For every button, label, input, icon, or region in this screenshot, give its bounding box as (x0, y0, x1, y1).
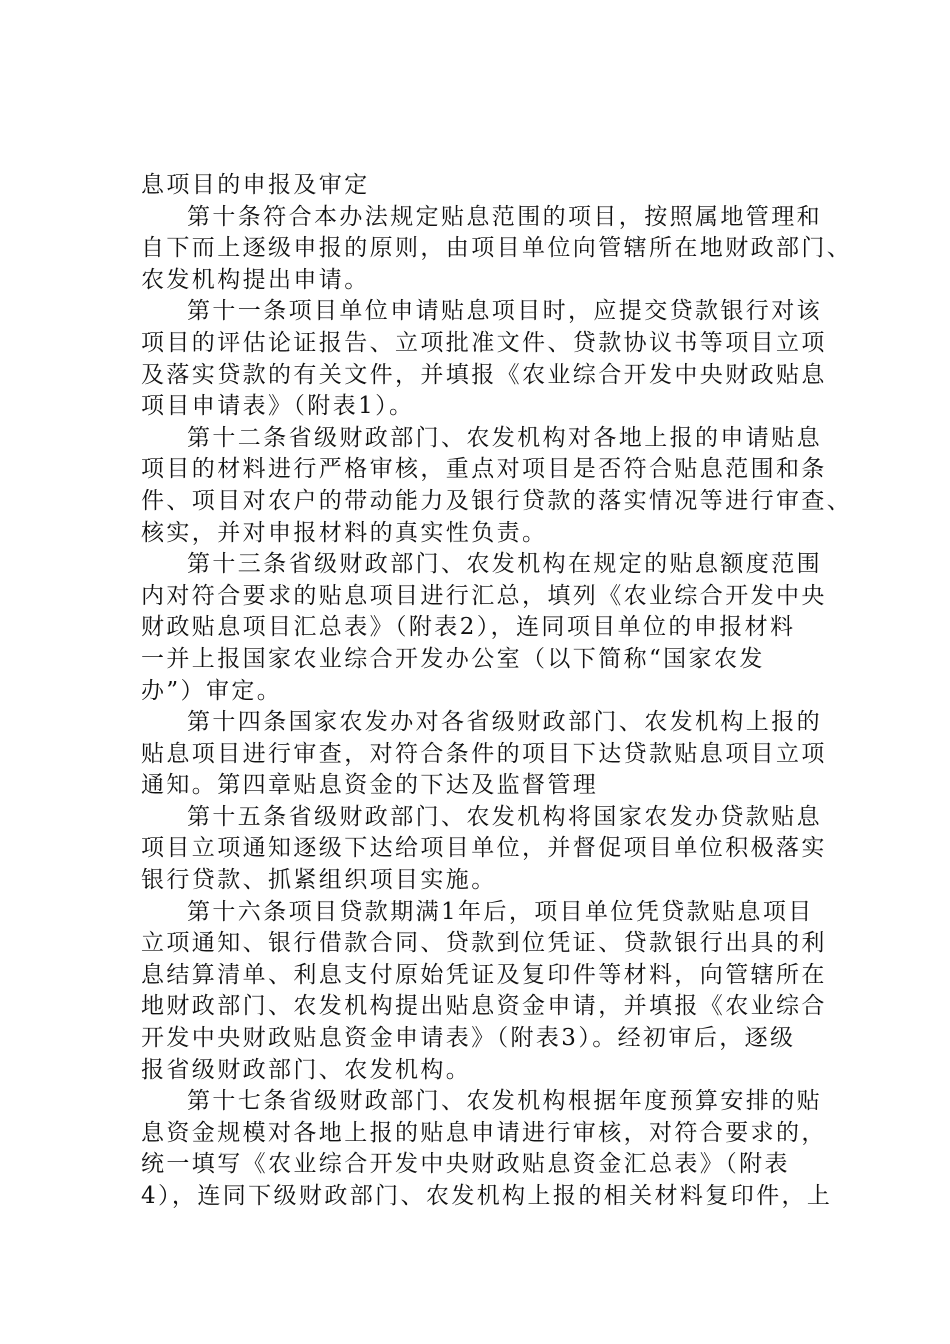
paragraph-first-line: 第十四条国家农发办对各省级财政部门、农发机构上报的 (187, 709, 822, 736)
paragraph-line: 息资金规模对各地上报的贴息申请进行审核，对符合要求的， (141, 1119, 827, 1146)
paragraph-line: 4），连同下级财政部门、农发机构上报的相关材料复印件，上 (141, 1183, 833, 1209)
paragraph-line: 办”）审定。 (141, 677, 283, 704)
paragraph-first-line: 第十三条省级财政部门、农发机构在规定的贴息额度范围 (187, 551, 822, 578)
paragraph-line: 息结算清单、利息支付原始凭证及复印件等材料，向管辖所在 (141, 961, 827, 988)
paragraph-first-line: 第十七条省级财政部门、农发机构根据年度预算安排的贴 (187, 1088, 822, 1115)
paragraph-line: 项目的材料进行严格审核，重点对项目是否符合贴息范围和条 (141, 456, 827, 483)
paragraph-line: 一并上报国家农业综合开发办公室（以下简称“国家农发 (141, 645, 765, 672)
paragraph-line: 项目的评估论证报告、立项批准文件、贷款协议书等项目立项 (141, 329, 827, 356)
paragraph-line: 农发机构提出申请。 (141, 266, 370, 293)
paragraph-first-line: 第十六条项目贷款期满1年后，项目单位凭贷款贴息项目 (187, 898, 814, 925)
paragraph-line: 项目立项通知逐级下达给项目单位，并督促项目单位积极落实 (141, 835, 827, 862)
paragraph-first-line: 第十一条项目单位申请贴息项目时，应提交贷款银行对该 (187, 298, 822, 325)
paragraph-line: 开发中央财政贴息资金申请表》（附表3）。经初审后，逐级 (141, 1025, 796, 1052)
paragraph-line: 银行贷款、抓紧组织项目实施。 (141, 867, 497, 894)
paragraph-line: 地财政部门、农发机构提出贴息资金申请，并填报《农业综合 (141, 993, 827, 1020)
paragraph-line: 核实，并对申报材料的真实性负责。 (141, 519, 548, 546)
paragraph-line: 通知。第四章贴息资金的下达及监督管理 (141, 772, 599, 799)
paragraph-line: 贴息项目进行审查，对符合条件的项目下达贷款贴息项目立项 (141, 740, 827, 767)
paragraph-first-line: 第十二条省级财政部门、农发机构对各地上报的申请贴息 (187, 424, 822, 451)
paragraph-line: 财政贴息项目汇总表》（附表2），连同项目单位的申报材料 (141, 614, 796, 641)
paragraph-line: 立项通知、银行借款合同、贷款到位凭证、贷款银行出具的利 (141, 930, 827, 957)
document-body (141, 170, 853, 1213)
paragraph-line: 统一填写《农业综合开发中央财政贴息资金汇总表》（附表 (141, 1151, 790, 1178)
paragraph-line: 项目申请表》（附表1）。 (141, 393, 415, 420)
paragraph-line: 息项目的申报及审定 (141, 172, 370, 198)
paragraph-first-line: 第十条符合本办法规定贴息范围的项目，按照属地管理和 (187, 203, 822, 230)
paragraph-first-line: 第十五条省级财政部门、农发机构将国家农发办贷款贴息 (187, 803, 822, 830)
paragraph-line: 自下而上逐级申报的原则，由项目单位向管辖所在地财政部门、 (141, 235, 853, 262)
paragraph-line: 报省级财政部门、农发机构。 (141, 1056, 472, 1083)
paragraph-line: 件、项目对农户的带动能力及银行贷款的落实情况等进行审查、 (141, 487, 853, 514)
paragraph-line: 内对符合要求的贴息项目进行汇总，填列《农业综合开发中央 (141, 582, 827, 609)
paragraph-line: 及落实贷款的有关文件，并填报《农业综合开发中央财政贴息 (141, 361, 827, 388)
